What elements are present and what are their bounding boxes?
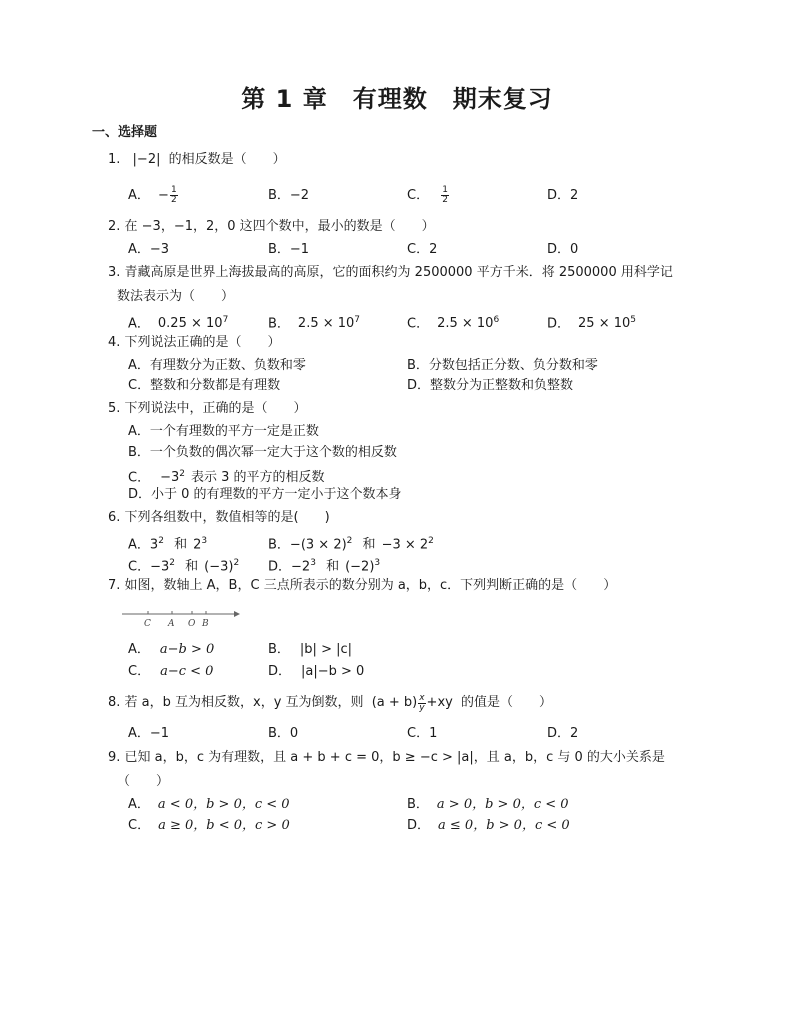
option-b[interactable]: B．−1 bbox=[268, 242, 310, 257]
exponent: 3 bbox=[374, 558, 381, 568]
term: 3 bbox=[149, 537, 159, 553]
numerator: 1 bbox=[170, 185, 177, 195]
conjunction: 和 bbox=[326, 559, 340, 575]
option-text: 表示 3 的平方的相反数 bbox=[190, 470, 325, 486]
term: (−2) bbox=[345, 559, 375, 575]
option-label: A． bbox=[128, 316, 150, 332]
exponent: 3 bbox=[310, 558, 316, 568]
exponent: 2 bbox=[346, 536, 353, 546]
option-b[interactable]: B．一个负数的偶次幂一定大于这个数的相反数 bbox=[128, 445, 397, 460]
option-d[interactable]: D．2 bbox=[547, 188, 579, 203]
minus-sign: − bbox=[158, 188, 169, 203]
option-label: C． bbox=[128, 559, 151, 575]
conjunction: 和 bbox=[174, 537, 188, 553]
option-a[interactable] bbox=[128, 186, 179, 206]
option-c[interactable] bbox=[128, 466, 325, 486]
option-c[interactable] bbox=[128, 664, 213, 680]
fraction bbox=[441, 186, 449, 205]
base: 25 × 10 bbox=[578, 316, 631, 332]
option-b[interactable] bbox=[407, 797, 569, 813]
expression: a < 0，b > 0，c < 0 bbox=[157, 797, 290, 812]
question-1-stem bbox=[108, 152, 286, 168]
option-label: C． bbox=[128, 664, 151, 679]
option-c[interactable] bbox=[128, 818, 290, 834]
expression: (a + b) bbox=[371, 695, 418, 710]
option-d[interactable]: D．0 bbox=[547, 242, 579, 257]
exponent: 3 bbox=[201, 536, 208, 546]
option-c[interactable] bbox=[407, 312, 499, 332]
expression: a−c < 0 bbox=[160, 664, 214, 679]
expression: a ≤ 0，b > 0，c < 0 bbox=[438, 818, 570, 833]
question-7-stem: 7. 如图，数轴上 A，B，C 三点所表示的数分别为 a，b，c．下列判断正确的是（ ） bbox=[108, 578, 617, 593]
number-line bbox=[122, 606, 242, 632]
expression: +xy bbox=[426, 695, 453, 710]
exponent: 5 bbox=[630, 315, 636, 325]
option-a[interactable]: A．−1 bbox=[128, 726, 170, 741]
term: −2 bbox=[291, 559, 311, 575]
expression: a > 0，b > 0，c < 0 bbox=[436, 797, 569, 812]
option-d[interactable]: D．整数分为正整数和负整数 bbox=[407, 378, 574, 393]
denominator: 2 bbox=[442, 195, 448, 205]
option-label: C． bbox=[407, 316, 430, 332]
option-b[interactable]: B．分数包括正分数、负分数和零 bbox=[407, 358, 598, 373]
question-9-stem-line-2: （ ） bbox=[117, 774, 170, 789]
option-a[interactable] bbox=[128, 312, 228, 332]
option-label: A． bbox=[128, 642, 150, 657]
question-text: 的相反数是（ ） bbox=[168, 152, 286, 167]
option-d[interactable] bbox=[407, 818, 570, 834]
option-label: D． bbox=[268, 664, 292, 679]
option-label: A． bbox=[128, 188, 150, 203]
exponent: 2 bbox=[169, 558, 175, 568]
option-d[interactable] bbox=[268, 664, 364, 680]
option-a[interactable] bbox=[128, 642, 214, 658]
question-4-stem: 4. 下列说法正确的是（ ） bbox=[108, 335, 281, 350]
question-6-stem: 6. 下列各组数中，数值相等的是( ) bbox=[108, 510, 330, 525]
exponent: 2 bbox=[233, 558, 240, 568]
option-d[interactable]: D．小于 0 的有理数的平方一定小于这个数本身 bbox=[128, 487, 402, 502]
term: (−3) bbox=[204, 559, 234, 575]
option-b[interactable]: B．−2 bbox=[268, 188, 310, 203]
option-b[interactable] bbox=[268, 642, 352, 658]
section-heading: 一、选择题 bbox=[92, 125, 158, 140]
option-a[interactable]: A．有理数分为正数、负数和零 bbox=[128, 358, 306, 373]
conjunction: 和 bbox=[362, 537, 376, 553]
page-title: 第 1 章 有理数 期末复习 bbox=[241, 85, 553, 113]
option-c[interactable]: C．2 bbox=[407, 242, 438, 257]
option-a[interactable] bbox=[128, 797, 290, 813]
option-label: B． bbox=[268, 537, 290, 553]
term: −(3 × 2) bbox=[289, 537, 347, 553]
option-c[interactable] bbox=[407, 186, 450, 206]
base: 2.5 × 10 bbox=[297, 316, 355, 332]
question-2-stem: 2. 在 −3，−1，2，0 这四个数中，最小的数是（ ） bbox=[108, 219, 435, 234]
axis-arrow bbox=[234, 611, 240, 617]
option-b[interactable]: B．0 bbox=[268, 726, 299, 741]
question-9-stem-line-1: 9. 已知 a，b，c 为有理数，且 a + b + c = 0，b ≥ −c > |a|，且 a，b，c 与 0 的大小关系是 bbox=[108, 750, 665, 765]
question-number: 1. bbox=[108, 152, 121, 167]
option-label: B． bbox=[268, 642, 290, 657]
question-text: 的值是（ ） bbox=[460, 695, 552, 710]
exponent: 2 bbox=[179, 469, 185, 479]
term: −3 bbox=[150, 559, 170, 575]
option-label: D． bbox=[547, 316, 571, 332]
option-b[interactable] bbox=[268, 533, 434, 553]
question-8-stem bbox=[108, 692, 552, 714]
option-label: C． bbox=[128, 470, 151, 486]
option-label: D． bbox=[268, 559, 292, 575]
expression: |−2| bbox=[132, 152, 161, 167]
option-label: C． bbox=[407, 188, 430, 203]
numerator: x bbox=[419, 693, 425, 703]
option-c[interactable]: C．1 bbox=[407, 726, 438, 741]
base: 0.25 × 10 bbox=[157, 316, 223, 332]
term: 2 bbox=[193, 537, 202, 553]
exponent: 7 bbox=[222, 315, 229, 325]
option-label: A． bbox=[128, 797, 150, 812]
exponent: 7 bbox=[354, 315, 361, 325]
denominator: 2 bbox=[170, 195, 177, 205]
axis-label-b: B bbox=[202, 619, 209, 629]
axis-label-o: O bbox=[188, 619, 196, 629]
expression: a ≥ 0，b < 0，c > 0 bbox=[158, 818, 290, 833]
exponent: 2 bbox=[158, 536, 164, 546]
option-b[interactable] bbox=[268, 312, 360, 332]
option-a[interactable] bbox=[128, 533, 207, 553]
option-c[interactable]: C．整数和分数都是有理数 bbox=[128, 378, 281, 393]
option-label: A． bbox=[128, 537, 150, 553]
fraction bbox=[170, 186, 178, 205]
question-5-stem: 5. 下列说法中，正确的是（ ） bbox=[108, 401, 307, 416]
option-a[interactable]: A．一个有理数的平方一定是正数 bbox=[128, 424, 319, 439]
exponent: 6 bbox=[493, 315, 500, 325]
option-c[interactable] bbox=[128, 555, 239, 575]
base: 2.5 × 10 bbox=[437, 316, 494, 332]
option-d[interactable] bbox=[547, 312, 636, 332]
question-3-stem-line-2: 数法表示为（ ） bbox=[117, 289, 235, 304]
option-label: D． bbox=[407, 818, 431, 833]
question-3-stem-line-1: 3. 青藏高原是世界上海拔最高的高原，它的面积约为 2500000 平方千米．将 2500000 用科学记 bbox=[108, 265, 673, 280]
denominator: y bbox=[419, 703, 425, 713]
expression: |a|−b > 0 bbox=[301, 664, 365, 679]
option-d[interactable]: D．2 bbox=[547, 726, 579, 741]
exponent-fraction bbox=[418, 694, 425, 713]
conjunction: 和 bbox=[185, 559, 199, 575]
option-label: C． bbox=[128, 818, 151, 833]
option-d[interactable] bbox=[268, 555, 380, 575]
term: −3 × 2 bbox=[381, 537, 429, 553]
question-text: 8. 若 a，b 互为相反数，x，y 互为倒数，则 bbox=[108, 695, 364, 710]
option-a[interactable]: A．−3 bbox=[128, 242, 170, 257]
numerator: 1 bbox=[442, 185, 448, 195]
expression: a−b > 0 bbox=[159, 642, 215, 657]
axis-label-a: A bbox=[168, 619, 175, 629]
expression: |b| > |c| bbox=[299, 642, 352, 657]
base: −3 bbox=[160, 470, 180, 486]
exponent: 2 bbox=[428, 536, 434, 546]
option-label: B． bbox=[407, 797, 429, 812]
axis-label-c: C bbox=[144, 619, 151, 629]
option-label: B． bbox=[268, 316, 290, 332]
